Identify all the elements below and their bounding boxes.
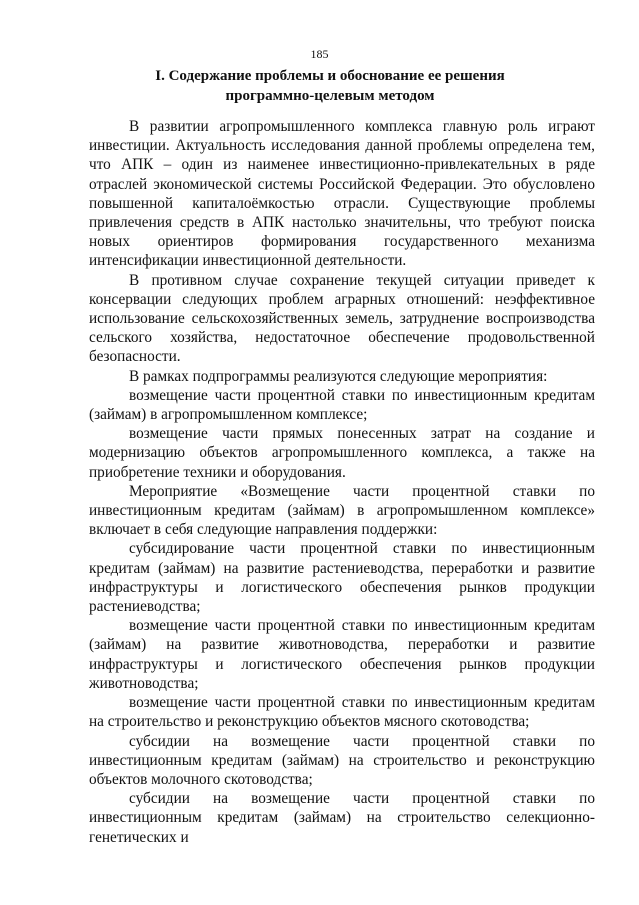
list-item-direct-costs: возмещение части прямых понесенных затрат на создание и модернизацию объектов агропромышленного комплекса, а также на приобретение техники и оборудования. [89, 425, 595, 481]
paragraph-consequences: В противном случае сохранение текущей ситуации приведет к консервации следующих проблем аграрных отношений: неэффективное использование сельскохозяйственных земель, затруднение воспроизводства сельского хозяйства, недостаточное обеспечение продовольственной безопасности. [89, 271, 595, 366]
heading-line-2: программно-целевым методом [225, 88, 435, 104]
list-item-livestock: возмещение части процентной ставки по инвестиционным кредитам (займам) на развитие животноводства, переработки и развитие инфраструктуры и логистического обеспечения рынков продукции животноводства; [89, 617, 595, 692]
list-item-dairy-cattle: субсидии на возмещение части процентной ставки по инвестиционным кредитам (займам) на строительство и реконструкцию объектов молочного скотоводства; [89, 732, 595, 788]
page-number: 185 [310, 47, 329, 61]
list-item-crop-production: субсидирование части процентной ставки по инвестиционным кредитам (займам) на развитие растениеводства, переработки и развитие инфраструктуры и логистического обеспечения рынков продукции растениеводства; [89, 540, 595, 616]
paragraph-measure-description: Мероприятие «Возмещение части процентной ставки по инвестиционным кредитам (займам) в агропромышленном комплексе» включает в себя следующие направления поддержки: [89, 482, 595, 539]
list-item-beef-cattle: возмещение части процентной ставки по инвестиционным кредитам на строительство и реконструкцию объектов мясного скотоводства; [89, 694, 595, 731]
paragraph-investments-role: В развитии агропромышленного комплекса главную роль играют инвестиции. Актуальность исследования данной проблемы определена тем, что АПК – один из наименее инвестиционно-привлекательных в ряде отраслей экономической системы Российской Федерации. Это обусловлено повышенной капиталоёмкостью отрасли. Существующие проблемы привлечения средств в АПК настолько значительны, что требуют поиска новых ориентиров формирования государственного механизма интенсификации инвестиционной деятельности. [89, 118, 595, 270]
heading-line-1: I. Содержание проблемы и обоснование ее решения [155, 68, 505, 84]
paragraph-subprogram-measures: В рамках подпрограммы реализуются следующие мероприятия: [129, 367, 548, 385]
list-item-interest-compensation: возмещение части процентной ставки по инвестиционным кредитам (займам) в агропромышленном комплексе; [89, 386, 595, 424]
section-heading [90, 66, 570, 106]
body-text [89, 117, 595, 847]
list-item-breeding: субсидии на возмещение части процентной ставки по инвестиционным кредитам (займам) на строительство селекционно-генетических и [89, 790, 595, 846]
